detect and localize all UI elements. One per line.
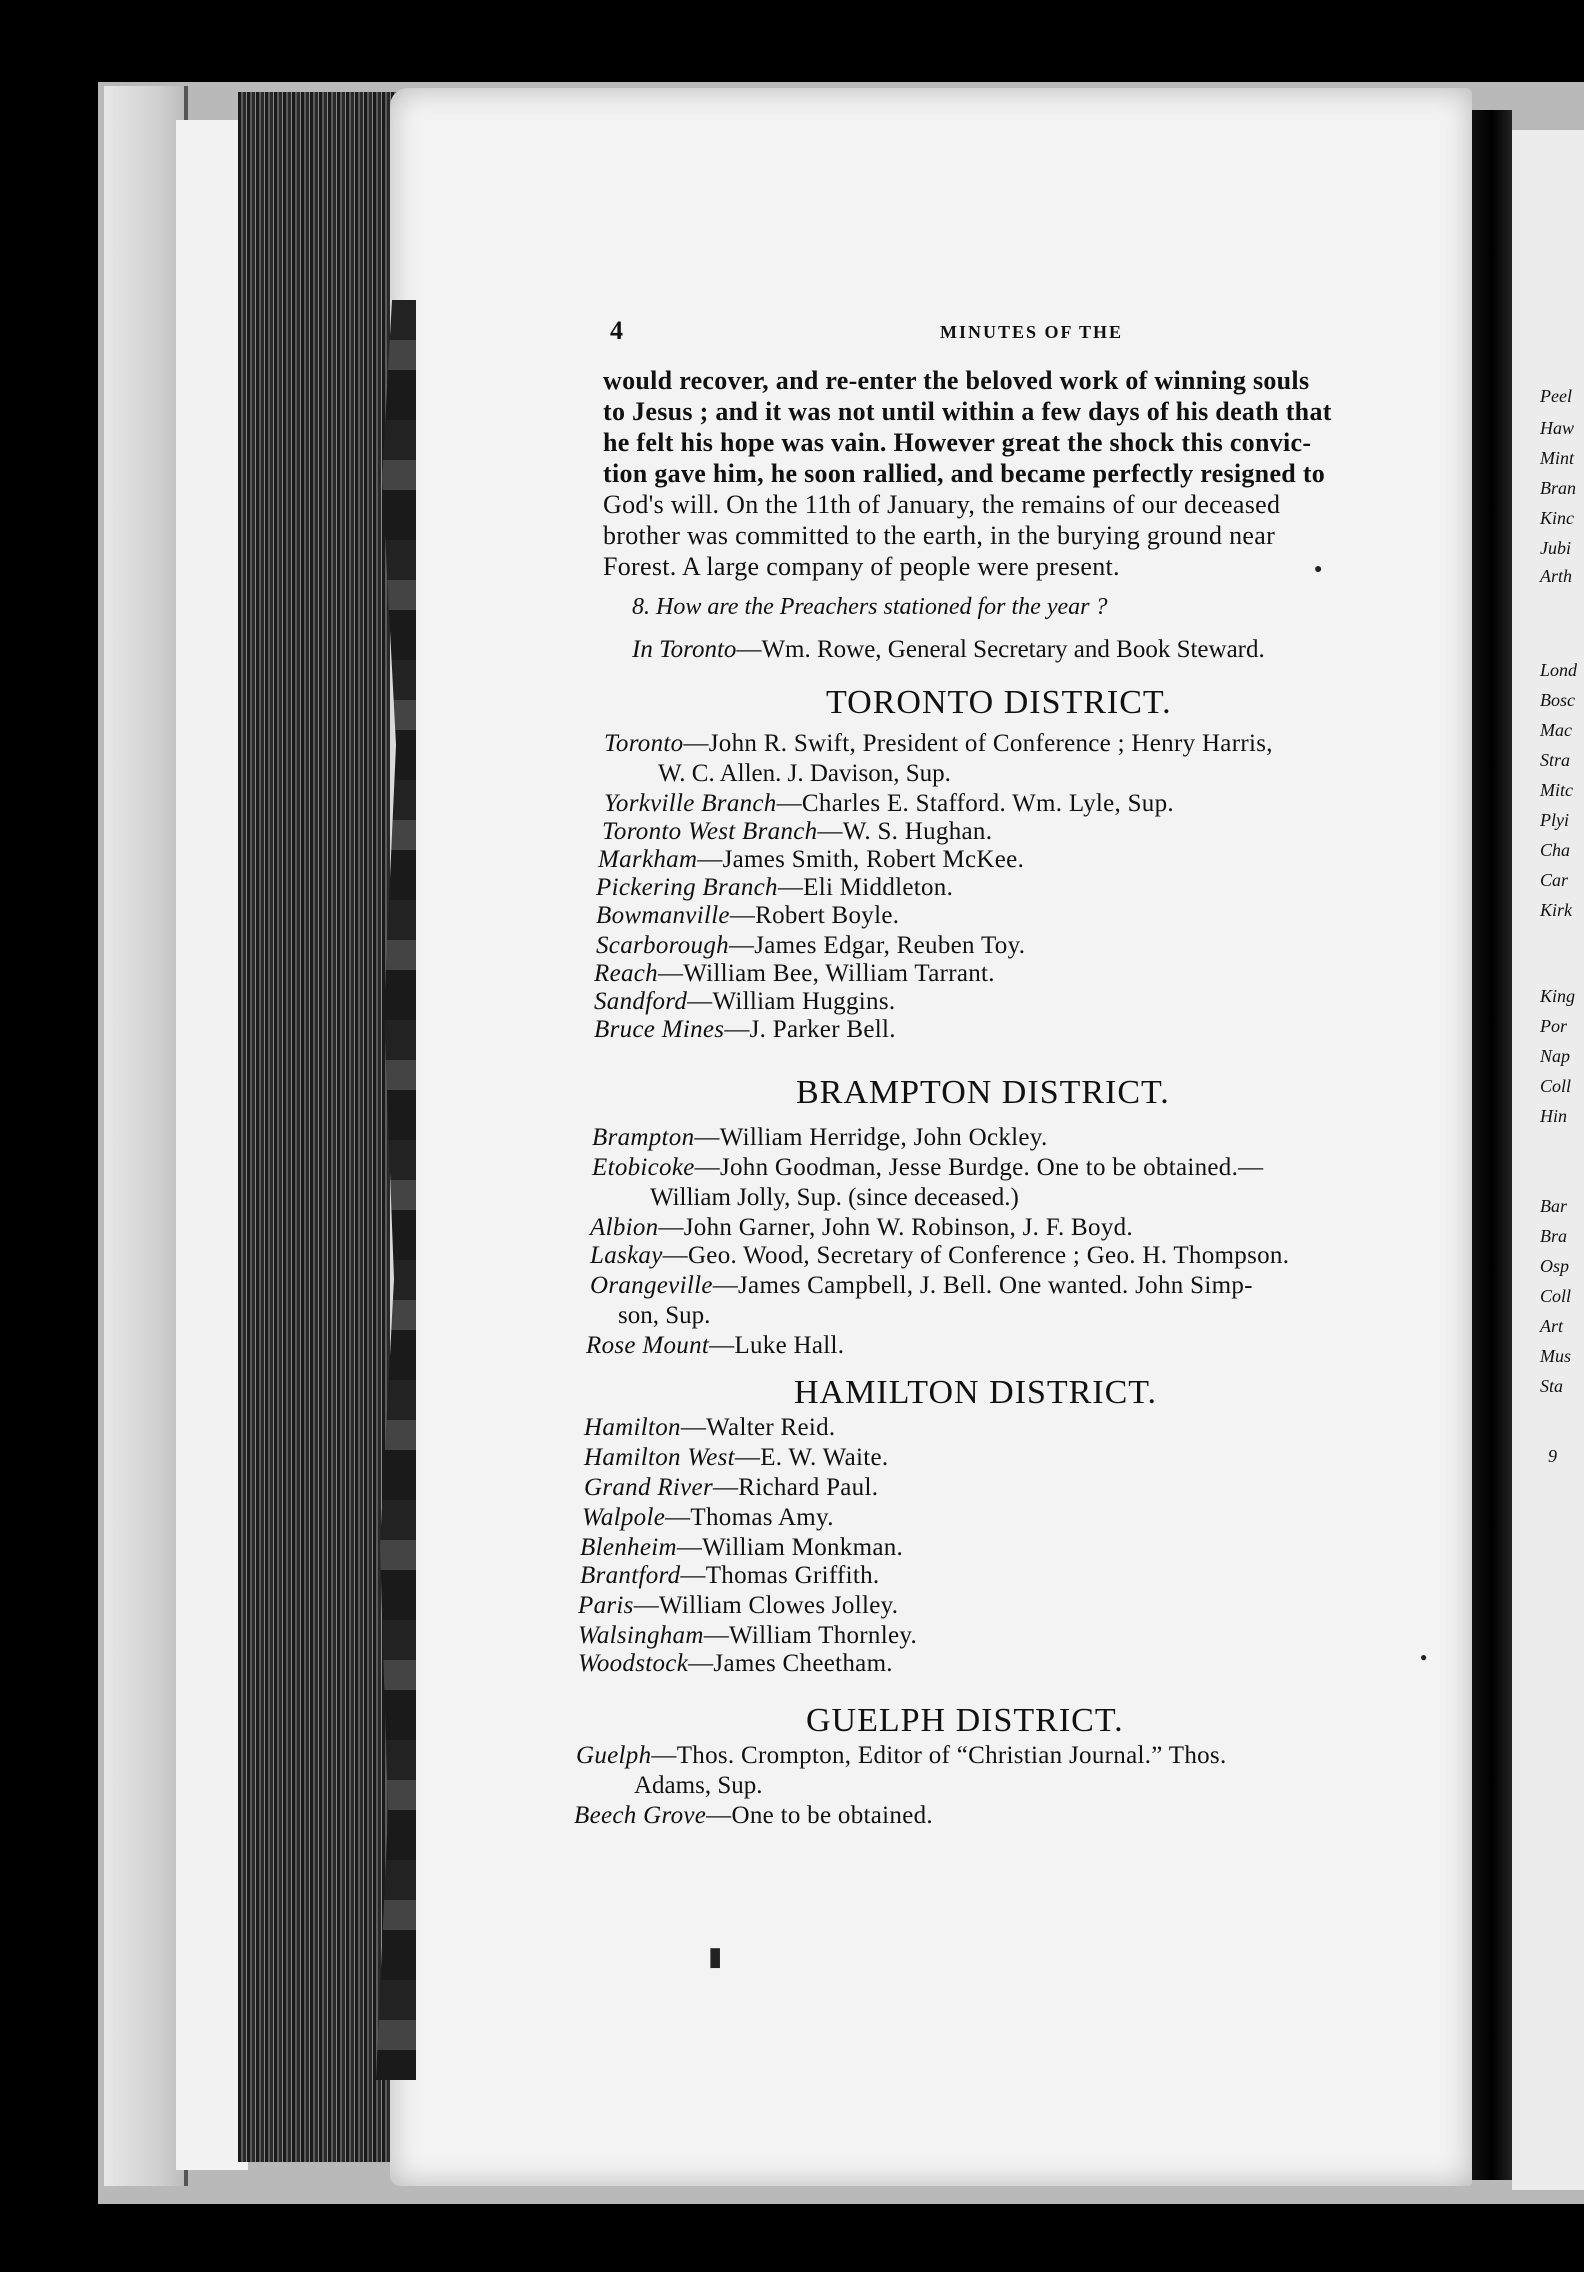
facing-fragment: Coll [1540,1286,1572,1306]
facing-fragment: Mitc [1540,780,1573,800]
station-entry [580,1562,879,1590]
general-secretary-line [632,636,1265,664]
facing-fragment: Cha [1540,840,1571,860]
entry-text: —William Thornley. [703,1622,918,1649]
paragraph-line: he felt his hope was vain. However great the shock this convic- [603,428,1312,457]
station-entry [584,1444,888,1472]
district-heading: HAMILTON DISTRICT. [794,1374,1158,1411]
facing-fragment: Arth [1540,566,1573,586]
entry-text: —William Bee, William Tarrant. [657,960,995,987]
station-entry [592,1154,1263,1182]
district-heading: BRAMPTON DISTRICT. [796,1074,1170,1111]
place-name: Sandford [594,988,688,1015]
entry-text: —Wm. Rowe, General Secretary and Book Steward. [736,636,1265,663]
facing-fragment: Stra [1540,750,1571,770]
entry-text: —James Smith, Robert McKee. [697,846,1025,873]
entry-continuation: Adams, Sup. [634,1772,763,1799]
entry-text: —J. Parker Bell. [724,1016,896,1043]
facing-page [1512,130,1584,2190]
entry-text: —William Herridge, John Ockley. [694,1124,1048,1151]
page-number: 4 [610,316,623,345]
entry-continuation: William Jolly, Sup. (since deceased.) [650,1184,1019,1211]
facing-fragment: Coll [1540,1076,1572,1096]
entry-text: —Charles E. Stafford. Wm. Lyle, Sup. [776,790,1174,817]
station-entry [574,1802,933,1830]
station-entry [596,902,899,930]
book-gutter [1472,110,1512,2180]
station-entry [580,1534,903,1562]
facing-fragment: Mint [1540,448,1574,468]
facing-fragment: Mac [1540,720,1572,740]
station-entry [604,790,1174,818]
place-name: Beech Grove [574,1802,707,1829]
entry-text: —William Huggins. [687,988,896,1015]
facing-fragment: Haw [1540,418,1575,438]
facing-fragment: 9 [1548,1446,1557,1466]
facing-fragment: Car [1540,870,1569,890]
place-name: Bruce Mines [594,1016,725,1043]
place-name: Hamilton West [584,1444,735,1471]
facing-fragment: Bosc [1540,690,1575,710]
place-name: In Toronto [632,636,737,663]
ink-speck: ● [1314,562,1323,577]
station-entry [578,1622,917,1650]
facing-fragment: Bar [1540,1196,1567,1216]
station-entry [598,846,1024,874]
place-name: Walsingham [578,1622,704,1649]
paragraph-line: Forest. A large company of people were present. [603,552,1120,581]
station-entry [596,932,1025,960]
district-heading: GUELPH DISTRICT. [806,1702,1124,1739]
entry-text: —Walter Reid. [680,1414,836,1441]
entry-text: —Geo. Wood, Secretary of Conference ; Geo. H. Thompson. [662,1242,1290,1269]
entry-text: —William Clowes Jolley. [633,1592,899,1619]
entry-text: —Robert Boyle. [729,902,900,929]
facing-fragment: Osp [1540,1256,1570,1276]
entry-text: —Eli Middleton. [777,874,954,901]
place-name: Yorkville Branch [604,790,777,817]
place-name: Toronto West Branch [602,818,818,845]
entry-text: —Luke Hall. [709,1332,845,1359]
station-entry [592,1124,1048,1152]
paragraph-line: would recover, and re-enter the beloved work of winning souls [603,366,1310,395]
facing-fragment: Plyi [1540,810,1569,830]
facing-fragment: Sta [1540,1376,1564,1396]
facing-fragment: Mus [1540,1346,1571,1366]
paragraph-line: to Jesus ; and it was not until within a few days of his death that [603,397,1332,426]
entry-text: —John R. Swift, President of Conference ; Henry Harris, [683,730,1273,757]
facing-fragment: Art [1540,1316,1564,1336]
entry-text: —William Monkman. [676,1534,904,1561]
station-entry [604,730,1273,758]
entry-text: —James Edgar, Reuben Toy. [728,932,1026,959]
station-entry [594,988,895,1016]
place-name: Brampton [592,1124,695,1151]
station-entry [594,960,995,988]
district-heading: TORONTO DISTRICT. [826,684,1172,721]
facing-fragment: Bra [1540,1226,1567,1246]
station-entry [584,1414,835,1442]
facing-fragment: Kinc [1540,508,1574,528]
entry-text: —James Cheetham. [688,1650,893,1677]
place-name: Bowmanville [596,902,730,929]
facing-fragment: Kirk [1540,900,1573,920]
station-entry [576,1742,1227,1770]
place-name: Woodstock [578,1650,689,1677]
paragraph-line: brother was committed to the earth, in the burying ground near [603,521,1276,550]
entry-text: —W. S. Hughan. [817,818,993,845]
place-name: Guelph [576,1742,652,1769]
facing-fragment: King [1540,986,1576,1006]
facing-fragment: Lond [1540,660,1578,680]
station-entry [594,1016,896,1044]
paragraph-line: tion gave him, he soon rallied, and became perfectly resigned to [603,459,1326,488]
entry-text: —One to be obtained. [706,1802,933,1829]
station-entry [602,818,992,846]
place-name: Laskay [590,1242,663,1269]
station-entry [590,1214,1133,1242]
place-name: Grand River [584,1474,713,1501]
ink-speck: ● [1420,1650,1428,1664]
place-name: Reach [594,960,658,987]
ink-speck: ▮ [708,1942,723,1971]
place-name: Etobicoke [592,1154,695,1181]
facing-fragment: Por [1540,1016,1567,1036]
paragraph-line: God's will. On the 11th of January, the remains of our deceased [603,490,1281,519]
entry-continuation: W. C. Allen. J. Davison, Sup. [658,760,951,787]
entry-continuation: son, Sup. [618,1302,711,1329]
entry-text: —John Garner, John W. Robinson, J. F. Boyd. [658,1214,1133,1241]
place-name: Albion [590,1214,659,1241]
place-name: Paris [578,1592,634,1619]
station-entry [578,1592,898,1620]
entry-text: —Thomas Griffith. [680,1562,880,1589]
entry-text: —Thomas Amy. [665,1504,834,1531]
place-name: Pickering Branch [596,874,778,901]
place-name: Walpole [582,1504,666,1531]
facing-fragment: Bran [1540,478,1576,498]
station-entry [578,1650,893,1678]
station-entry [590,1242,1289,1270]
place-name: Brantford [580,1562,681,1589]
facing-fragment: Jubi [1540,538,1571,558]
facing-fragment: Peel [1540,386,1572,406]
place-name: Hamilton [584,1414,681,1441]
place-name: Orangeville [590,1272,713,1299]
station-entry [596,874,953,902]
entry-text: —Richard Paul. [712,1474,879,1501]
entry-text: —James Campbell, J. Bell. One wanted. John Simp- [712,1272,1253,1299]
station-entry [590,1272,1253,1300]
facing-fragment: Hin [1540,1106,1567,1126]
station-entry [582,1504,834,1532]
place-name: Rose Mount [586,1332,710,1359]
facing-fragment: Nap [1540,1046,1571,1066]
place-name: Toronto [604,730,684,757]
place-name: Markham [598,846,698,873]
station-entry [584,1474,878,1502]
question-heading: 8. How are the Preachers stationed for the year ? [632,594,1108,620]
entry-text: —Thos. Crompton, Editor of “Christian Journal.” Thos. [651,1742,1227,1769]
entry-text: —John Goodman, Jesse Burdge. One to be obtained.— [694,1154,1264,1181]
entry-text: —E. W. Waite. [734,1444,889,1471]
place-name: Scarborough [596,932,729,959]
running-head: MINUTES OF THE [940,322,1124,342]
station-entry [586,1332,844,1360]
place-name: Blenheim [580,1534,677,1561]
